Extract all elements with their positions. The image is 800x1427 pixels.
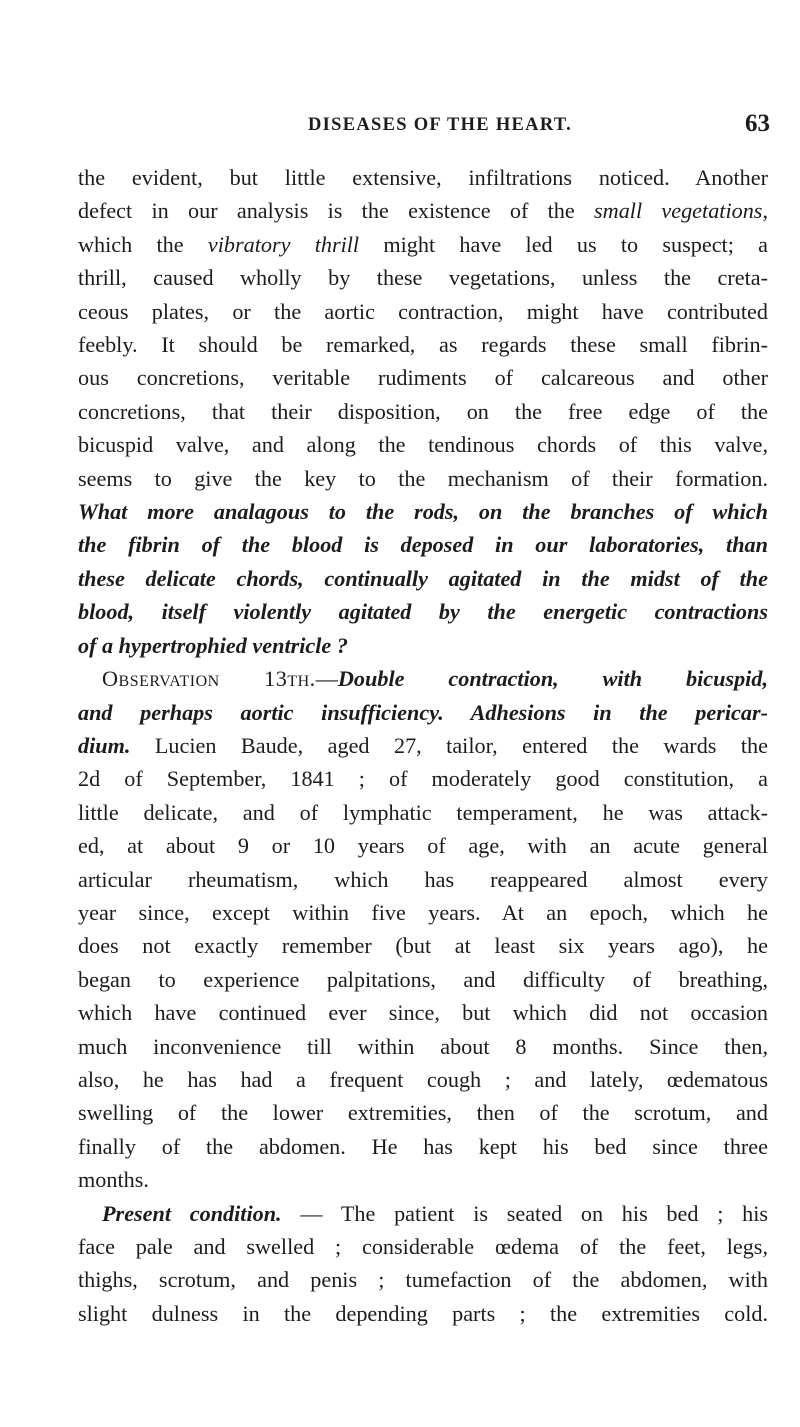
paragraph-present-condition — [78, 1197, 768, 1331]
text-line — [78, 562, 768, 595]
text-line — [78, 194, 768, 227]
text-span: might have led us to suspect; a — [359, 231, 768, 257]
text-line — [78, 528, 768, 561]
text-span: thrill, caused wholly by these vegetations, unless the creta- — [78, 265, 768, 291]
text-span: defect in our analysis is the existence of the — [78, 198, 595, 224]
paragraph-continuation — [78, 161, 768, 662]
text-span: slight dulness in the depending parts ; the extremities cold. — [78, 1300, 768, 1326]
text-line — [78, 996, 768, 1029]
text-span: the evident, but little extensive, infiltrations noticed. Another — [78, 165, 768, 190]
text-span: ed, at about 9 or 10 years of age, with an acute general — [78, 833, 768, 859]
text-line — [78, 595, 768, 628]
text-line — [78, 395, 768, 428]
body-text — [78, 161, 768, 1330]
text-line — [78, 495, 768, 528]
text-span: bicuspid valve, and along the tendinous chords of this valve, — [78, 432, 768, 458]
text-span: does not exactly remember (but at least six years ago), he — [78, 933, 768, 959]
text-span: thighs, scrotum, and penis ; tumefaction of the abdomen, with — [78, 1267, 768, 1293]
text-line — [78, 729, 768, 762]
observation-heading: Observation 13th. — [102, 666, 316, 692]
text-span: little delicate, and of lymphatic temperament, he was attack- — [78, 799, 768, 825]
text-span: concretions, that their disposition, on the free edge of the — [78, 398, 768, 424]
section-heading: Present condition. — [102, 1200, 282, 1226]
text-span: Lucien Baude, aged 27, tailor, entered the wards the — [130, 732, 768, 758]
italic-phrase: small vegetations — [594, 198, 763, 224]
text-line — [78, 696, 768, 729]
text-span: , — [762, 198, 768, 224]
observation-title: and perhaps aortic insufficiency. Adhesions in the pericar- — [78, 699, 768, 725]
text-span: months. — [78, 1167, 149, 1193]
text-line — [78, 1063, 768, 1096]
text-span: seems to give the key to the mechanism of their formation. — [78, 465, 768, 491]
text-line — [78, 462, 768, 495]
observation-title: Double contraction, with bicuspid, — [337, 666, 768, 692]
text-line — [78, 796, 768, 829]
italic-question: these delicate chords, continually agitated in the midst of the — [78, 565, 768, 591]
text-line — [78, 1130, 768, 1163]
text-line — [78, 1297, 768, 1330]
text-line — [78, 1163, 768, 1196]
text-span: face pale and swelled ; considerable œdema of the feet, legs, — [78, 1234, 768, 1259]
text-line — [78, 963, 768, 996]
text-span: year since, except within five years. At an epoch, which he — [78, 899, 768, 925]
text-span: which the — [78, 231, 208, 257]
text-line — [78, 228, 768, 261]
text-line — [78, 361, 768, 394]
text-span: feebly. It should be remarked, as regards these small fibrin- — [78, 332, 768, 358]
text-line — [78, 863, 768, 896]
text-line — [78, 629, 768, 662]
text-span: swelling of the lower extremities, then of the scrotum, and — [78, 1100, 768, 1126]
text-span: ceous plates, or the aortic contraction, might have contributed — [78, 298, 768, 324]
text-line — [78, 161, 768, 194]
running-head — [70, 110, 770, 141]
text-span: articular rheumatism, which has reappeared almost every — [78, 866, 768, 892]
text-line — [78, 328, 768, 361]
italic-question: the fibrin of the blood is deposed in our laboratories, than — [78, 532, 768, 558]
text-span: which have continued ever since, but which did not occasion — [78, 1000, 768, 1026]
text-line — [78, 929, 768, 962]
text-span: ous concretions, veritable rudiments of calcareous and other — [78, 365, 768, 391]
italic-question: of a hypertrophied ventricle ? — [78, 632, 348, 658]
text-span: finally of the abdomen. He has kept his bed since three — [78, 1133, 768, 1159]
italic-phrase: vibratory thrill — [207, 231, 360, 257]
text-line — [78, 896, 768, 929]
text-span: — The patient is seated on his bed ; his — [281, 1200, 768, 1226]
page-number: 63 — [745, 110, 770, 137]
text-line — [78, 829, 768, 862]
text-line — [78, 762, 768, 795]
text-line — [78, 295, 768, 328]
text-line — [78, 1197, 768, 1230]
text-line — [78, 1096, 768, 1129]
observation-title: dium. — [78, 732, 131, 758]
italic-question: What more analagous to the rods, on the branches of which — [78, 499, 768, 525]
text-line — [78, 1030, 768, 1063]
text-line — [78, 261, 768, 294]
running-title: DISEASES OF THE HEART. — [307, 115, 573, 135]
text-span: began to experience palpitations, and difficulty of breathing, — [78, 966, 768, 992]
text-line — [78, 1263, 768, 1296]
em-dash: — — [315, 666, 338, 692]
text-line — [78, 662, 768, 695]
text-span: also, he has had a frequent cough ; and lately, œdematous — [78, 1066, 768, 1092]
italic-question: blood, itself violently agitated by the energetic contractions — [78, 599, 768, 625]
text-span: much inconvenience till within about 8 months. Since then, — [78, 1033, 768, 1059]
text-span: 2d of September, 1841 ; of moderately good constitution, a — [78, 766, 768, 792]
text-line — [78, 1230, 768, 1263]
paragraph-observation — [78, 662, 768, 1197]
text-line — [78, 428, 768, 461]
